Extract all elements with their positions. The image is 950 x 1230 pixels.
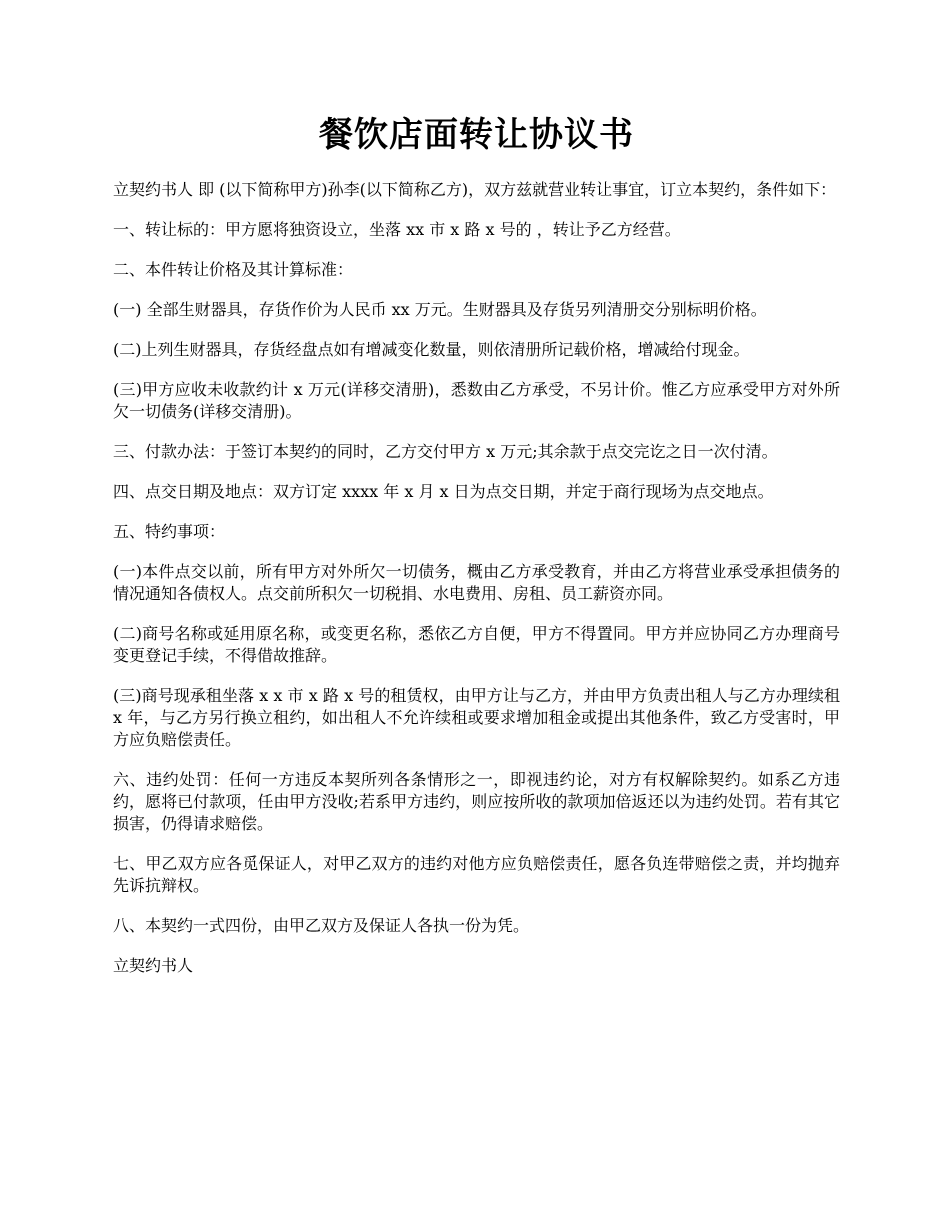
- paragraph-clause-8: 八、本契约一式四份，由甲乙双方及保证人各执一份为凭。: [113, 916, 530, 935]
- paragraph-clause-5: 五、特约事项：: [113, 522, 226, 541]
- paragraph-clause-2-2: (二)上列生财器具，存货经盘点如有增减变化数量，则依清册所记载价格，增减给付现金。: [113, 340, 750, 359]
- paragraph-clause-5-1: (一)本件点交以前，所有甲方对外所欠一切债务，概由乙方承受教育，并由乙方将营业承受承担债务的情况通知各债权人。点交前所积欠一切税捐、水电费用、房租、员工薪资亦同。: [113, 562, 840, 603]
- paragraph-clause-2: 二、本件转让价格及其计算标准：: [113, 260, 354, 279]
- paragraph-clause-4: 四、点交日期及地点：双方订定 xxxx 年 x 月 x 日为点交日期，并定于商行现场为点交地点。: [113, 482, 774, 501]
- document-title: 餐饮店面转让协议书: [319, 115, 634, 155]
- paragraph-preamble: 立契约书人 即 (以下简称甲方)孙李(以下简称乙方)，双方兹就营业转让事宜，订立本契约，条件如下：: [113, 180, 837, 199]
- paragraph-clause-1: 一、转让标的：甲方愿将独资设立，坐落 xx 市 x 路 x 号的 ，转让予乙方经营。: [113, 220, 681, 239]
- paragraph-clause-2-1: (一) 全部生财器具，存货作价为人民币 xx 万元。生财器具及存货另列清册交分别标明价格。: [113, 300, 767, 319]
- paragraph-clause-6: 六、违约处罚：任何一方违反本契所列各条情形之一，即视违约论，对方有权解除契约。如系乙方违约，愿将已付款项，任由甲方没收;若系甲方违约，则应按所收的款项加倍返还以为违约处罚。若有其它损害，仍得请求赔偿。: [113, 770, 840, 833]
- paragraph-clause-3: 三、付款办法：于签订本契约的同时，乙方交付甲方 x 万元;其余款于点交完讫之日一次付清。: [113, 442, 778, 461]
- paragraph-signatory: 立契约书人: [113, 956, 194, 975]
- paragraph-clause-5-2: (二)商号名称或延用原名称，或变更名称，悉依乙方自便，甲方不得置同。甲方并应协同乙方办理商号变更登记手续，不得借故推辞。: [113, 624, 840, 665]
- paragraph-clause-7: 七、甲乙双方应各觅保证人，对甲乙双方的违约对他方应负赔偿责任，愿各负连带赔偿之责，并均抛弃先诉抗辩权。: [113, 854, 840, 895]
- paragraph-clause-5-3: (三)商号现承租坐落 x x 市 x 路 x 号的租赁权，由甲方让与乙方，并由甲方负责出租人与乙方办理续租 x 年，与乙方另行换立租约，如出租人不允许续租或要求增加租金或提出其他条件，致乙方受害时，甲方应负赔偿责任。: [113, 686, 840, 749]
- document-body: [113, 179, 840, 977]
- paragraph-clause-2-3: (三)甲方应收未收款约计 x 万元(详移交清册)，悉数由乙方承受，不另计价。惟乙方应承受甲方对外所欠一切债务(详移交清册)。: [113, 380, 840, 421]
